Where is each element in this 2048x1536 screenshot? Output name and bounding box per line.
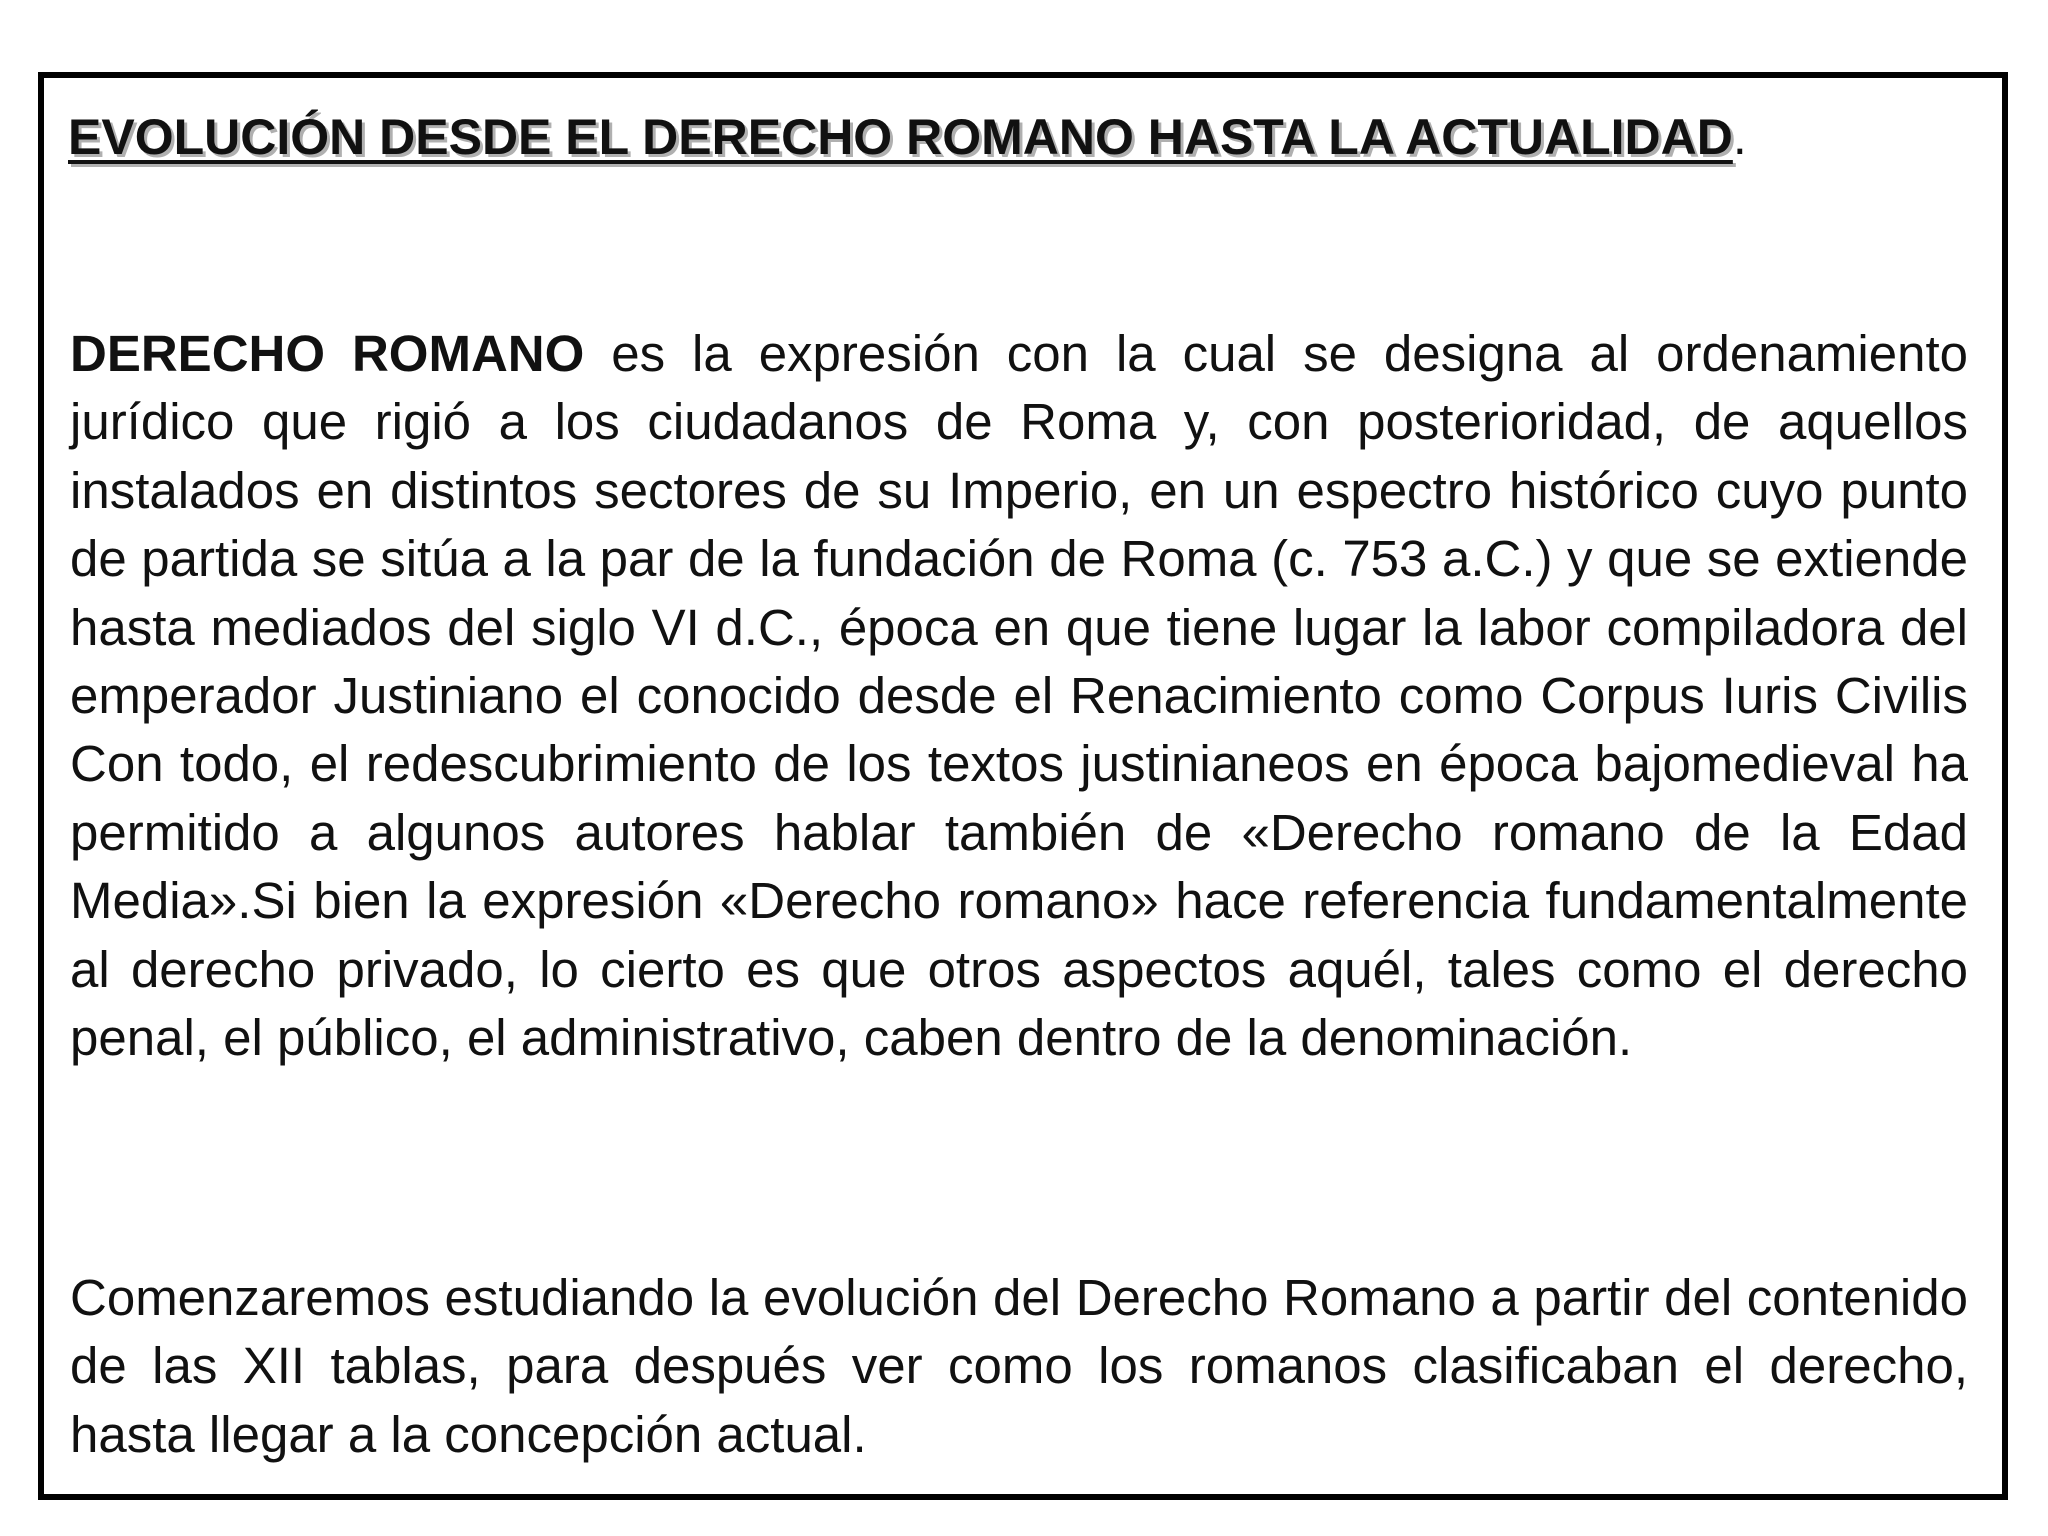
- title-period: .: [1732, 109, 1747, 165]
- paragraph-lead-term: DERECHO ROMANO: [70, 325, 585, 382]
- title-row: [68, 106, 2008, 168]
- paragraph-derecho-romano: [70, 320, 1968, 1072]
- paragraph-body-text: es la expresión con la cual se designa al ordenamiento jurídico que rigió a los ciudadanos de Roma y, con posterioridad, de aquellos instalados en distintos sectores de su Imperio, en un espectro histórico cuyo punto de partida se sitúa a la par de la fundación de Roma (c. 753 a.C.) y que se extiende hasta mediados del siglo VI d.C., época en que tiene lugar la labor compiladora del emperador Justiniano el conocido desde el Renacimiento como Corpus Iuris Civilis Con todo, el redescubrimiento de los textos justinianeos en época bajomedieval ha permitido a algunos autores hablar también de «Derecho romano de la Edad Media».Si bien la expresión «Derecho romano» hace referencia fundamentalmente al derecho privado, lo cierto es que otros aspectos aquél, tales como el derecho penal, el público, el administrativo, caben dentro de la denominación.: [70, 325, 1969, 1067]
- document-title: EVOLUCIÓN DESDE EL DERECHO ROMANO HASTA LA ACTUALIDAD: [68, 109, 1733, 165]
- paragraph-study-plan: Comenzaremos estudiando la evolución del Derecho Romano a partir del contenido de las XII tablas, para después ver como los romanos clasificaban el derecho, hasta llegar a la concepción actual.: [70, 1269, 1968, 1463]
